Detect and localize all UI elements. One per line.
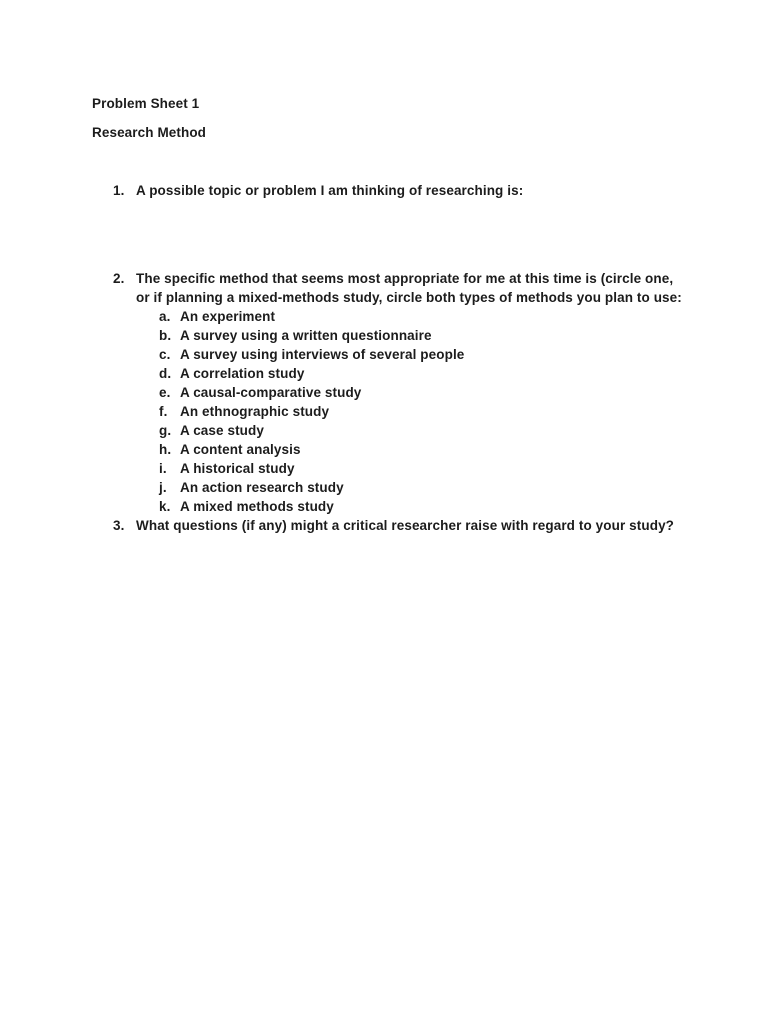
question-2-option-a: [159, 307, 698, 326]
question-1-text: A possible topic or problem I am thinking of researching is:: [136, 183, 524, 198]
question-2-option-j: [159, 478, 698, 497]
question-2: [113, 269, 698, 307]
question-3-text: What questions (if any) might a critical researcher raise with regard to your study?: [136, 518, 675, 533]
question-2-option-k: [159, 497, 698, 516]
question-2-option-e: [159, 383, 698, 402]
option-a-letter: a.: [159, 309, 171, 324]
option-c-letter: c.: [159, 347, 171, 362]
question-2-option-i: [159, 459, 698, 478]
question-2-option-b: [159, 326, 698, 345]
question-2-option-c: [159, 345, 698, 364]
option-b-text: A survey using a written questionnaire: [180, 328, 432, 343]
question-2-text: The specific method that seems most appropriate for me at this time is (circle one, or if planning a mixed-methods study, circle both types of methods you plan to use:: [136, 271, 682, 305]
question-2-option-g: [159, 421, 698, 440]
question-1-number: 1.: [113, 183, 125, 198]
question-2-option-d: [159, 364, 698, 383]
option-h-letter: h.: [159, 442, 172, 457]
question-2-option-f: [159, 402, 698, 421]
document-subtitle: Research Method: [92, 125, 207, 140]
option-f-text: An ethnographic study: [180, 404, 330, 419]
option-i-letter: i.: [159, 461, 167, 476]
option-c-text: A survey using interviews of several people: [180, 347, 465, 362]
option-j-letter: j.: [159, 480, 167, 495]
question-1: [113, 181, 698, 200]
option-i-text: A historical study: [180, 461, 295, 476]
question-2-option-h: [159, 440, 698, 459]
option-k-text: A mixed methods study: [180, 499, 334, 514]
option-h-text: A content analysis: [180, 442, 301, 457]
option-e-letter: e.: [159, 385, 171, 400]
question-3-number: 3.: [113, 518, 125, 533]
question-2-number: 2.: [113, 271, 125, 286]
option-d-text: A correlation study: [180, 366, 305, 381]
option-k-letter: k.: [159, 499, 171, 514]
option-a-text: An experiment: [180, 309, 276, 324]
option-e-text: A causal-comparative study: [180, 385, 362, 400]
option-b-letter: b.: [159, 328, 172, 343]
document-title: Problem Sheet 1: [92, 96, 200, 111]
option-f-letter: f.: [159, 404, 168, 419]
option-g-letter: g.: [159, 423, 172, 438]
option-d-letter: d.: [159, 366, 172, 381]
option-g-text: A case study: [180, 423, 264, 438]
option-j-text: An action research study: [180, 480, 344, 495]
question-3: [113, 516, 698, 535]
